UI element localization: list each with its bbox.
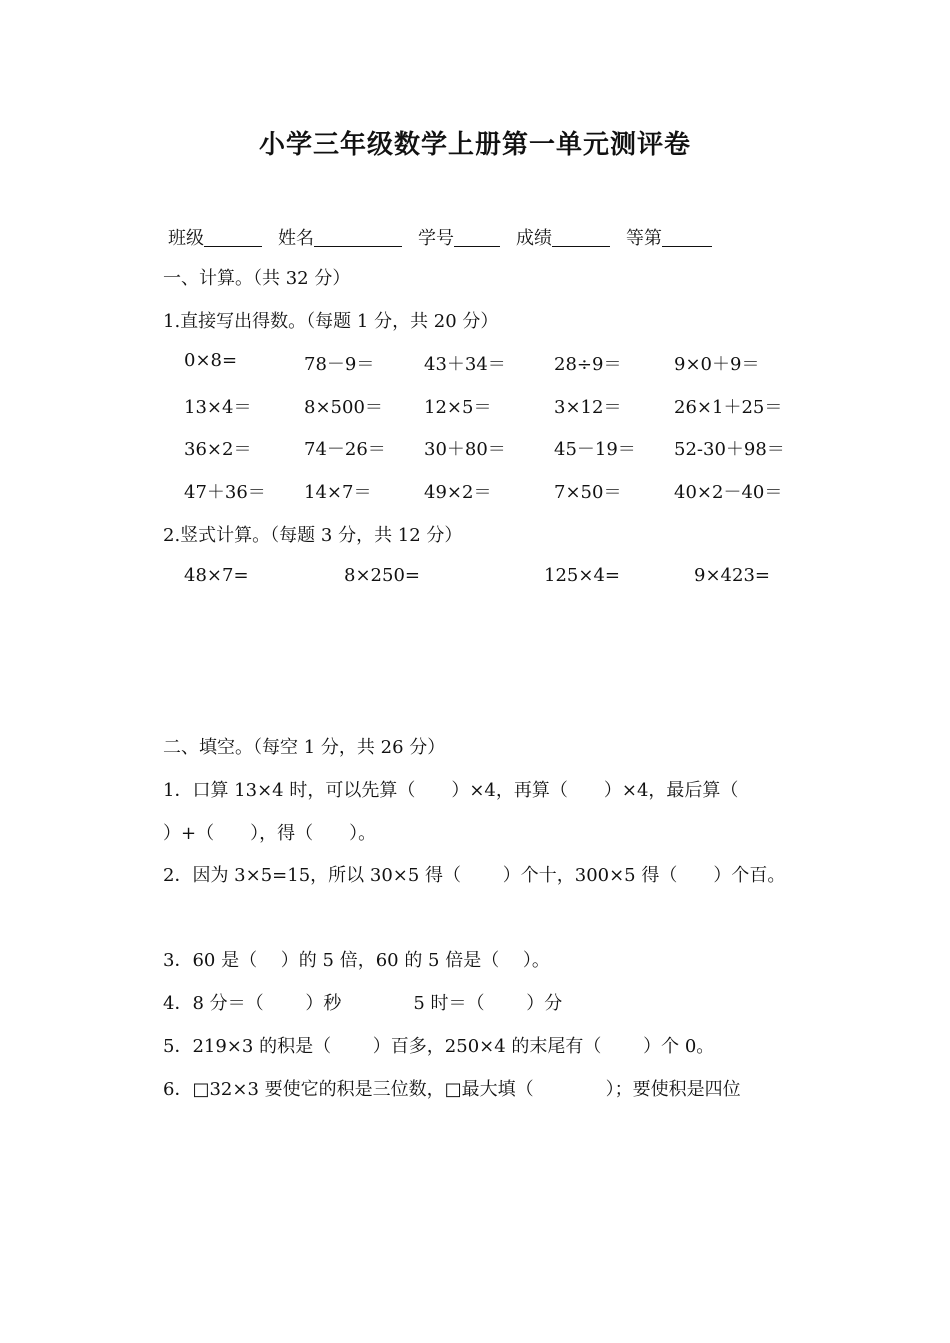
fill-question: 5．219×3 的积是（ ）百多，250×4 的末尾有（ ）个 0。 xyxy=(163,1036,715,1057)
calc-item: 3×12＝ xyxy=(554,397,622,418)
info-field-student-id xyxy=(418,224,500,250)
info-label: 学号 xyxy=(418,228,454,249)
fill-blank[interactable] xyxy=(204,228,262,247)
info-label: 班级 xyxy=(168,228,204,249)
info-label: 等第 xyxy=(626,228,662,249)
info-field-class xyxy=(168,224,262,250)
calc-item: 13×4＝ xyxy=(184,397,252,418)
part1-heading: 1.直接写出得数。（每题 1 分，共 20 分） xyxy=(163,311,499,332)
calc-item: 12×5＝ xyxy=(424,397,492,418)
fill-question: 4．8 分＝（ ）秒 5 时＝（ ）分 xyxy=(163,993,563,1014)
calc-item: 36×2＝ xyxy=(184,439,252,460)
info-field-name xyxy=(278,224,402,250)
fill-question: 6．□32×3 要使它的积是三位数，□最大填（ ）；要使积是四位 xyxy=(163,1079,741,1100)
calc-item: 14×7＝ xyxy=(304,482,372,503)
calc-item: 7×50＝ xyxy=(554,482,622,503)
part2-heading: 2.竖式计算。（每题 3 分，共 12 分） xyxy=(163,525,463,546)
vertical-calc-item: 8×250= xyxy=(344,565,420,586)
calc-item: 40×2－40＝ xyxy=(674,482,783,503)
calc-item: 47＋36＝ xyxy=(184,482,266,503)
page-title: 小学三年级数学上册第一单元测评卷 xyxy=(258,130,691,160)
vertical-calc-item: 9×423= xyxy=(694,565,770,586)
calc-item: 26×1＋25＝ xyxy=(674,397,783,418)
vertical-calc-item: 48×7= xyxy=(184,565,249,586)
fill-blank[interactable] xyxy=(662,228,712,247)
calc-item: 74－26＝ xyxy=(304,439,386,460)
student-info-row xyxy=(168,224,728,250)
info-field-grade xyxy=(626,224,712,250)
fill-blank[interactable] xyxy=(454,228,500,247)
info-label: 姓名 xyxy=(278,228,314,249)
calc-item: 0×8= xyxy=(184,350,238,371)
calc-item: 43＋34＝ xyxy=(424,354,506,375)
section1-heading: 一、计算。（共 32 分） xyxy=(163,268,351,289)
calc-item: 9×0＋9＝ xyxy=(674,354,760,375)
info-field-score xyxy=(516,224,610,250)
fill-blank[interactable] xyxy=(314,228,402,247)
section2-heading: 二、填空。（每空 1 分，共 26 分） xyxy=(163,737,446,758)
calc-item: 8×500＝ xyxy=(304,397,383,418)
fill-question: 2．因为 3×5=15，所以 30×5 得（ ）个十，300×5 得（ ）个百。 xyxy=(163,865,786,886)
fill-question: 1．口算 13×4 时，可以先算（ ）×4，再算（ ）×4，最后算（ xyxy=(163,780,739,801)
info-label: 成绩 xyxy=(516,228,552,249)
calc-item: 28÷9＝ xyxy=(554,354,622,375)
calc-item: 45－19＝ xyxy=(554,439,636,460)
calc-item: 49×2＝ xyxy=(424,482,492,503)
calc-item: 52-30＋98＝ xyxy=(674,439,785,460)
fill-question-continued: ）+（ ），得（ ）。 xyxy=(163,823,377,844)
calc-item: 30＋80＝ xyxy=(424,439,506,460)
fill-blank[interactable] xyxy=(552,228,610,247)
vertical-calc-item: 125×4= xyxy=(544,565,620,586)
calc-item: 78－9＝ xyxy=(304,354,375,375)
fill-question: 3．60 是（ ）的 5 倍，60 的 5 倍是（ ）。 xyxy=(163,950,550,971)
